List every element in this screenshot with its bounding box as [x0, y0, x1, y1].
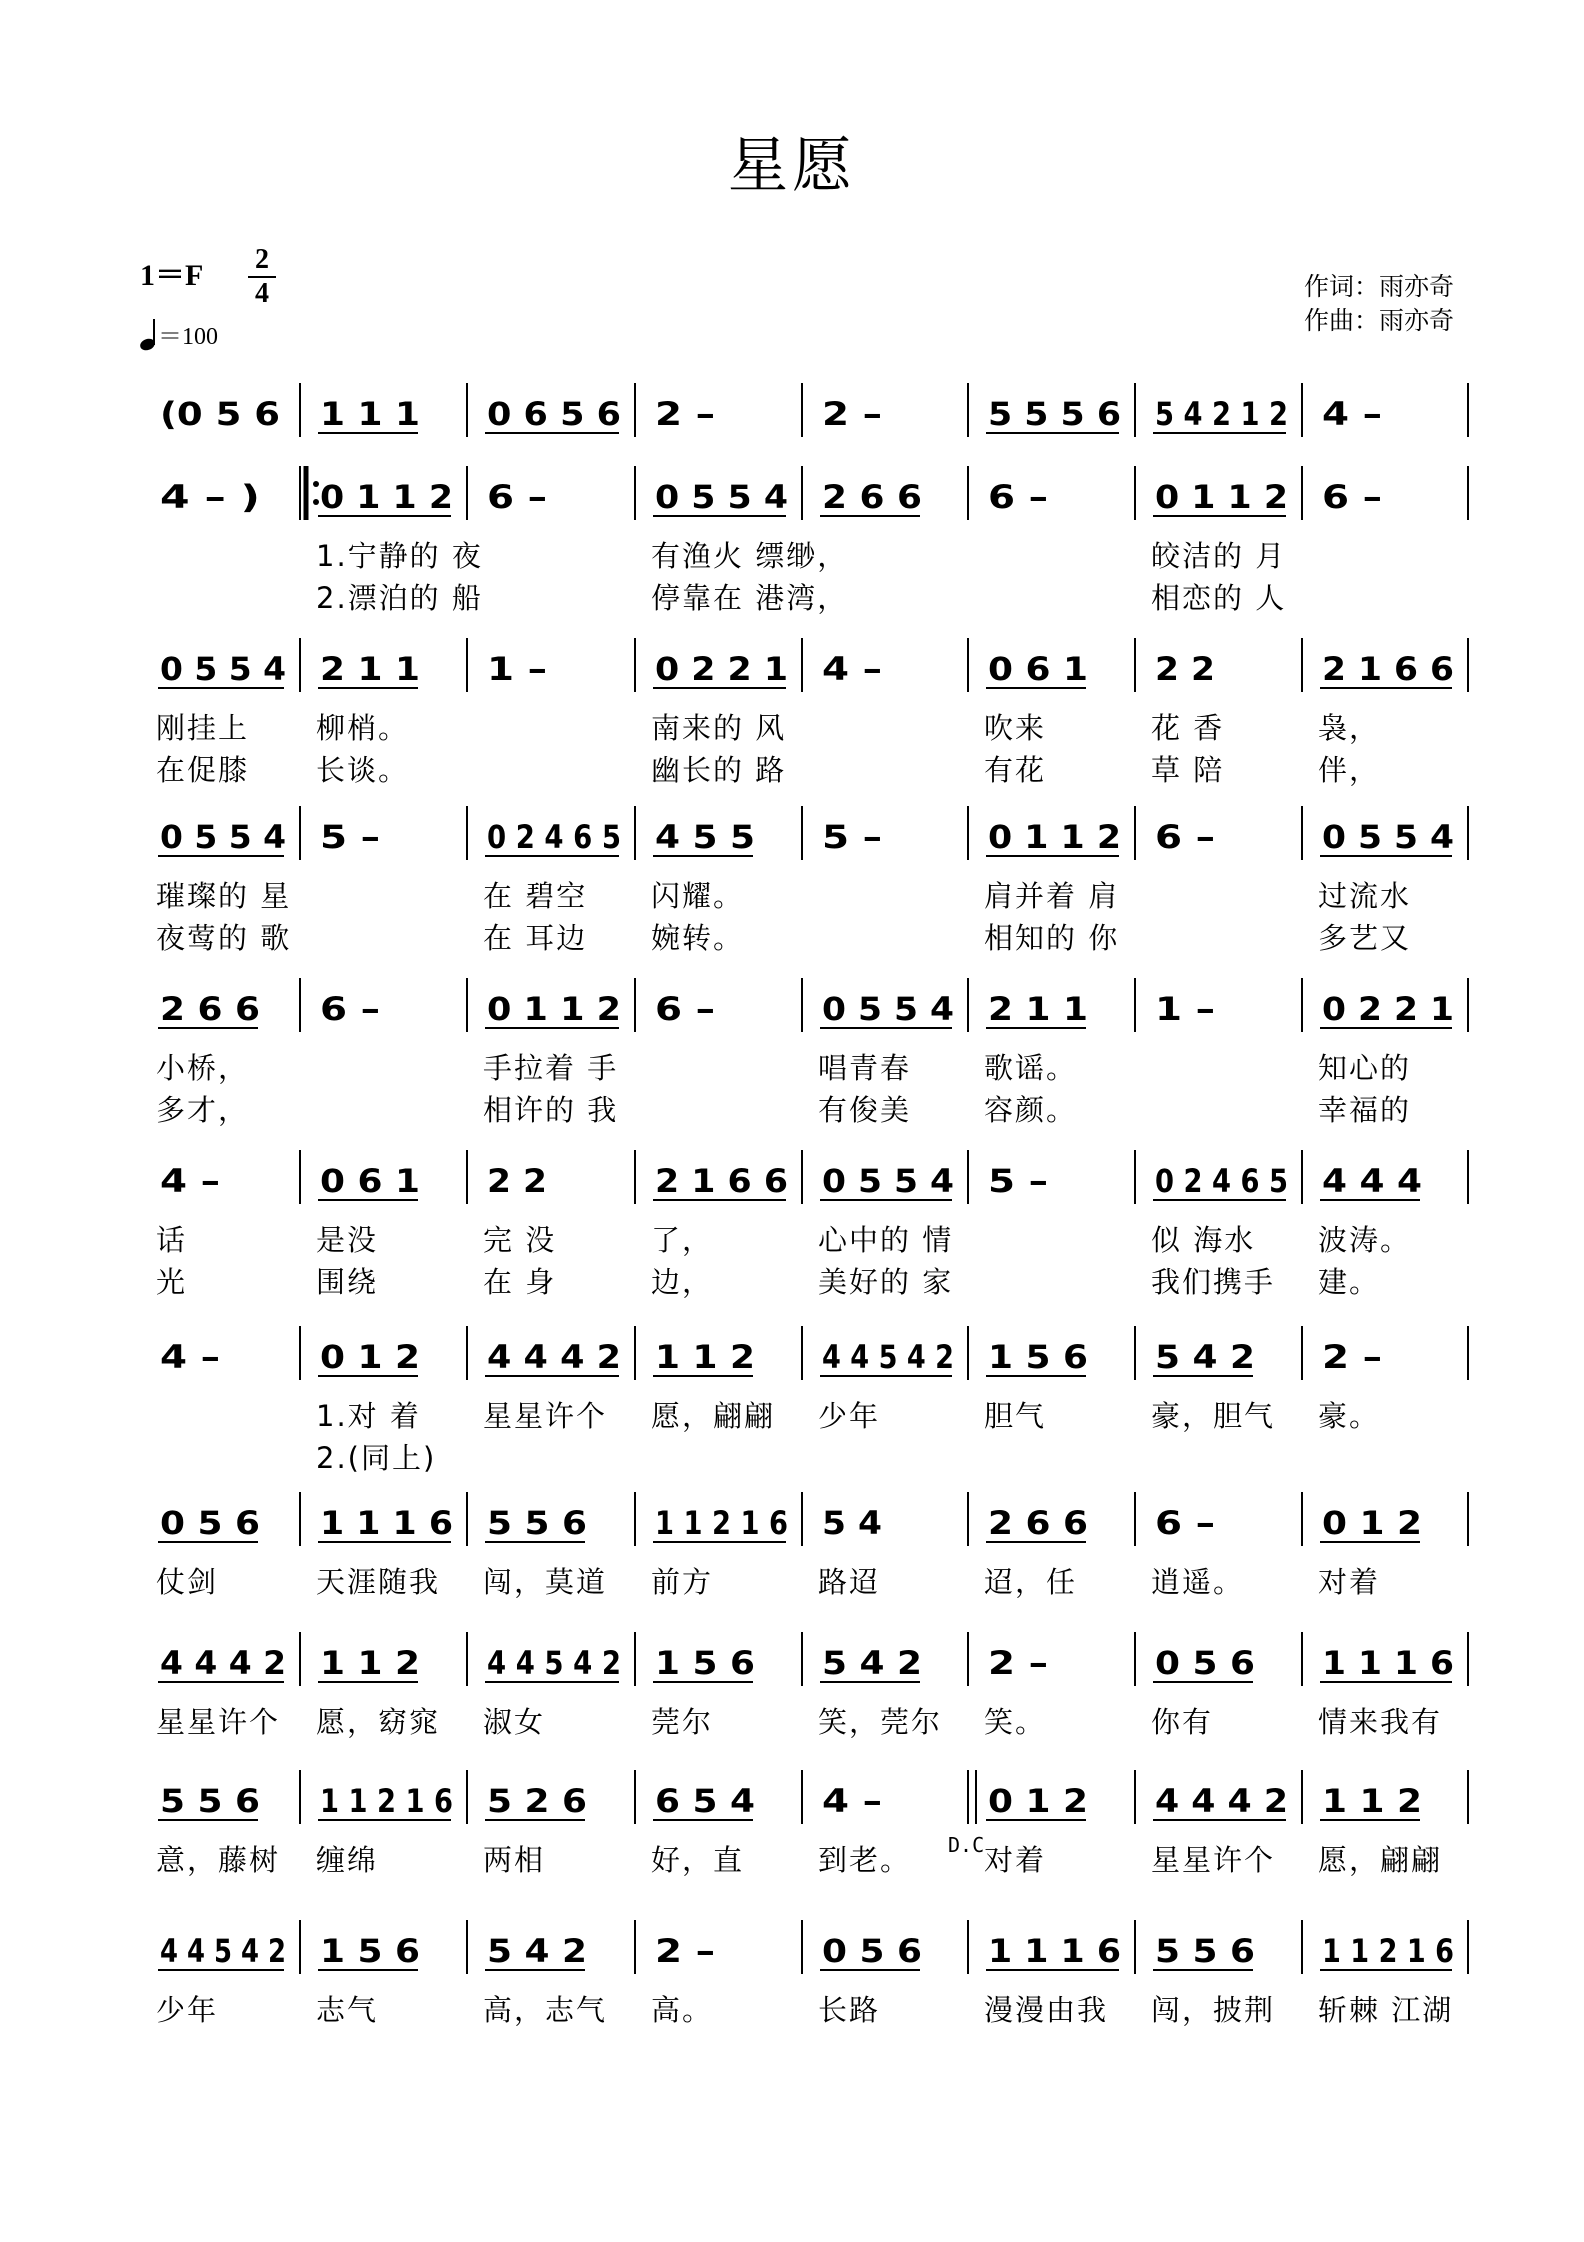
lyric-text: 闪耀。 [651, 879, 745, 913]
measure-notes: 6 – [1155, 818, 1215, 856]
lyric-text: 有渔火 缥缈， [651, 539, 849, 573]
measure-notes: 0 5 6 [160, 1504, 260, 1542]
measure-notes: 5 4 2 [487, 1932, 587, 1970]
measure-notes: 4 4 4 2 [1155, 1782, 1288, 1820]
lyric-text: 2.漂泊的 船 [316, 581, 483, 615]
measure-notes: 4 4 4 [1322, 1162, 1422, 1200]
lyric-text: 漫漫由我 [984, 1993, 1109, 2027]
measure-notes: 2 6 6 [822, 478, 922, 516]
measure-notes: 2 2 [487, 1162, 547, 1200]
lyric-text: 容颜。 [984, 1093, 1078, 1127]
measure-notes: 4 – [1322, 395, 1382, 433]
lyric-text: 刚挂上 [156, 711, 250, 745]
measure-notes: 4 – [822, 1782, 882, 1820]
composer-credit: 作曲：雨亦奇 [1303, 306, 1454, 335]
lyricist-credit: 作词：雨亦奇 [1303, 272, 1454, 301]
lyric-text: 少年 [156, 1993, 219, 2027]
lyric-text: 斩棘 江湖 [1318, 1993, 1454, 2027]
lyric-text: 手拉着 手 [483, 1051, 619, 1085]
measure-notes: 5 – [822, 818, 882, 856]
lyric-text: 相知的 你 [984, 921, 1120, 955]
measure-notes: 5 2 6 [487, 1782, 587, 1820]
lyric-text: 伴， [1318, 753, 1381, 787]
measure-notes: 5 4 2 1 2 [1155, 395, 1288, 433]
measure-notes: 0 1 2 [988, 1782, 1088, 1820]
lyric-text: 愿，窈窕 [316, 1705, 441, 1739]
measure-notes: 5 5 6 [487, 1504, 587, 1542]
measure-notes: 0 5 5 4 [160, 650, 286, 688]
lyric-text: 1.对 着 [316, 1399, 421, 1433]
lyric-text: 南来的 风 [651, 711, 787, 745]
lyric-text: 夜莺的 歌 [156, 921, 292, 955]
lyric-text: 缠绵 [316, 1843, 379, 1877]
measure-notes: 0 1 2 [320, 1338, 420, 1376]
lyric-text: 前方 [651, 1565, 714, 1599]
measure-notes: 1 1 2 1 6 [320, 1782, 453, 1820]
measure-notes: 0 5 6 [822, 1932, 922, 1970]
lyric-text: 停靠在 港湾， [651, 581, 849, 615]
measure-notes: 1 1 2 1 6 [655, 1504, 788, 1542]
lyric-text: 闯，披荆 [1151, 1993, 1276, 2027]
lyric-text: 小桥， [156, 1051, 250, 1085]
measure-notes: 0 5 5 4 [160, 818, 286, 856]
lyric-text: 似 海水 [1151, 1223, 1256, 1257]
lyric-text: 路迢 [818, 1565, 881, 1599]
measure-notes: 0 6 1 [988, 650, 1088, 688]
lyric-text: 波涛。 [1318, 1223, 1412, 1257]
lyric-text: 星星许个 [483, 1399, 608, 1433]
measure-notes: (0 5 6 [160, 395, 280, 433]
measure-notes: 4 4 4 2 [487, 1338, 621, 1376]
measure-notes: 1 1 1 6 [1322, 1644, 1454, 1682]
measure-notes: 5 4 2 [822, 1644, 922, 1682]
lyric-text: 围绕 [316, 1265, 379, 1299]
lyric-text: 莞尔 [651, 1705, 714, 1739]
measure-notes: 2 – [655, 1932, 715, 1970]
measure-notes: 0 1 1 2 [1155, 478, 1288, 516]
measure-notes: 4 5 5 [655, 818, 755, 856]
measure-notes: 6 – [1322, 478, 1382, 516]
lyric-text: 豪。 [1318, 1399, 1381, 1433]
measure-notes: 2 2 [1155, 650, 1215, 688]
measure-notes: 2 6 6 [988, 1504, 1088, 1542]
key-signature: 1＝F [140, 259, 204, 292]
lyric-text: 到老。 [818, 1843, 912, 1877]
measure-notes: 1 1 2 [1322, 1782, 1422, 1820]
measure-notes: 1 – [1155, 990, 1215, 1028]
measure-notes: 2 1 1 [320, 650, 420, 688]
lyric-text: 知心的 [1318, 1051, 1412, 1085]
lyric-text: 幸福的 [1318, 1093, 1412, 1127]
lyric-text: 愿，翩翩 [651, 1399, 776, 1433]
lyric-text: 笑，莞尔 [818, 1705, 943, 1739]
measure-notes: 4 – [160, 1338, 220, 1376]
measure-notes: 0 2 2 1 [1322, 990, 1454, 1028]
measure-notes: 4 – [822, 650, 882, 688]
measure-notes: 4 4 4 2 [160, 1644, 286, 1682]
measure-notes: 4 4 5 4 2 [487, 1644, 621, 1682]
lyric-text: 歌谣。 [984, 1051, 1078, 1085]
measure-notes: 1 1 1 6 [320, 1504, 453, 1542]
measure-notes: 2 1 6 6 [655, 1162, 788, 1200]
lyric-text: 志气 [316, 1993, 379, 2027]
tempo-value: ＝100 [158, 324, 218, 350]
measure-notes: 0 1 1 2 [487, 990, 621, 1028]
lyric-text: 胆气 [984, 1399, 1047, 1433]
measure-notes: 5 – [988, 1162, 1048, 1200]
lyric-text: 仗剑 [156, 1565, 219, 1599]
measure-notes: 6 – [487, 478, 547, 516]
lyric-text: 意，藤树 [156, 1843, 281, 1877]
lyric-text: 高，志气 [483, 1993, 608, 2027]
lyric-text: 吹来 [984, 711, 1047, 745]
measure-notes: 0 5 5 4 [655, 478, 788, 516]
measure-notes: 0 1 2 [1322, 1504, 1422, 1542]
lyric-text: 情来我有 [1318, 1705, 1443, 1739]
measure-notes: 1 5 6 [655, 1644, 755, 1682]
lyric-text: 好，直 [651, 1843, 745, 1877]
lyric-text: 豪，胆气 [1151, 1399, 1276, 1433]
measure-notes: 4 4 5 4 2 [160, 1932, 286, 1970]
measure-notes: 0 5 5 4 [822, 1162, 954, 1200]
lyric-text: 天涯随我 [316, 1565, 441, 1599]
measure-notes: 1 1 2 1 6 [1322, 1932, 1454, 1970]
lyric-text: 草 陪 [1151, 753, 1225, 787]
lyric-text: 柳梢。 [316, 711, 410, 745]
lyric-text: 在 身 [483, 1265, 557, 1299]
song-title: 星愿 [728, 131, 856, 201]
measure-notes: 6 – [320, 990, 380, 1028]
lyric-text: 2.(同上) [316, 1441, 437, 1475]
lyric-text: 星星许个 [1151, 1843, 1276, 1877]
lyric-text: 对着 [984, 1843, 1047, 1877]
measure-notes: 6 – [1155, 1504, 1215, 1542]
lyric-text: 淑女 [483, 1705, 546, 1739]
lyric-text: 1.宁静的 夜 [316, 539, 483, 573]
lyric-text: 袅， [1318, 711, 1381, 745]
lyric-text: 相许的 我 [483, 1093, 619, 1127]
lyric-text: 长路 [818, 1993, 881, 2027]
lyric-text: 对着 [1318, 1565, 1381, 1599]
time-signature-top: 2 [255, 244, 269, 275]
measure-notes: 2 1 6 6 [1322, 650, 1454, 688]
lyric-text: 了， [651, 1223, 714, 1257]
measure-notes: 2 – [822, 395, 882, 433]
lyric-text: 边， [651, 1265, 714, 1299]
lyric-text: 幽长的 路 [651, 753, 787, 787]
lyric-text: 少年 [818, 1399, 881, 1433]
measure-notes: 6 5 4 [655, 1782, 755, 1820]
lyric-text: 花 香 [1151, 711, 1225, 745]
measure-notes: 0 2 4 6 5 [487, 818, 621, 856]
repeat-dot [313, 499, 319, 505]
lyric-text: 多艺又 [1318, 921, 1412, 955]
measure-notes: 2 – [1322, 1338, 1382, 1376]
lyric-text: 你有 [1151, 1705, 1214, 1739]
measure-notes: 5 – [320, 818, 380, 856]
measure-notes: 2 – [988, 1644, 1048, 1682]
lyric-text: 星星许个 [156, 1705, 281, 1739]
measure-notes: 1 1 2 [655, 1338, 755, 1376]
measure-notes: 0 6 1 [320, 1162, 420, 1200]
lyric-text: 有俊美 [818, 1093, 912, 1127]
time-signature-bottom: 4 [255, 278, 269, 309]
measure-notes: 5 5 6 [160, 1782, 260, 1820]
measure-notes: 4 4 5 4 2 [822, 1338, 954, 1376]
measure-notes: 1 1 1 [320, 395, 420, 433]
measure-notes: 1 – [487, 650, 547, 688]
measure-notes: 0 2 4 6 5 [1155, 1162, 1288, 1200]
measure-notes: 0 5 5 4 [822, 990, 954, 1028]
measure-notes: 5 5 5 6 [988, 395, 1121, 433]
lyric-text: 唱青春 [818, 1051, 912, 1085]
lyric-text: 在促膝 [156, 753, 250, 787]
repeat-dot [313, 481, 319, 487]
measure-notes: 0 6 5 6 [487, 395, 621, 433]
measure-notes: 1 1 1 6 [988, 1932, 1121, 1970]
lyric-text: 长谈。 [316, 753, 410, 787]
lyric-text: 迢，任 [984, 1565, 1078, 1599]
lyric-text: 在 耳边 [483, 921, 588, 955]
measure-notes: 5 4 2 [1155, 1338, 1255, 1376]
lyric-text: 婉转。 [651, 921, 745, 955]
lyric-text: 过流水 [1318, 879, 1412, 913]
lyric-text: 相恋的 人 [1151, 581, 1287, 615]
lyric-text: 光 [156, 1265, 188, 1299]
lyric-text: 建。 [1318, 1265, 1381, 1299]
measure-notes: 0 1 1 2 [320, 478, 453, 516]
measure-notes: 2 6 6 [160, 990, 260, 1028]
measure-notes: 1 1 2 [320, 1644, 420, 1682]
measure-notes: 6 – [988, 478, 1048, 516]
measure-notes: 0 1 1 2 [988, 818, 1121, 856]
lyric-text: 多才， [156, 1093, 250, 1127]
lyric-text: 在 碧空 [483, 879, 588, 913]
measure-notes: 4 – ) [160, 478, 260, 516]
lyric-text: 有花 [984, 753, 1047, 787]
lyric-text: 话 [156, 1223, 188, 1257]
measure-notes: 1 5 6 [988, 1338, 1088, 1376]
lyric-text: 愿，翩翩 [1318, 1843, 1443, 1877]
measure-notes: 4 – [160, 1162, 220, 1200]
measure-notes: 5 4 [822, 1504, 882, 1542]
lyric-text: 逍遥。 [1151, 1565, 1245, 1599]
measure-notes: 2 – [655, 395, 715, 433]
lyric-text: 皎洁的 月 [1151, 539, 1287, 573]
measure-notes: 5 5 6 [1155, 1932, 1255, 1970]
lyric-text: 笑。 [984, 1705, 1047, 1739]
lyric-text: 我们携手 [1151, 1265, 1276, 1299]
lyric-text: 璀璨的 星 [156, 879, 292, 913]
lyric-text: 完 没 [483, 1223, 557, 1257]
measure-notes: 6 – [655, 990, 715, 1028]
lyric-text: 两相 [483, 1843, 546, 1877]
lyric-text: 是没 [316, 1223, 379, 1257]
measure-notes: 1 5 6 [320, 1932, 420, 1970]
lyric-text: 心中的 情 [818, 1223, 954, 1257]
measure-notes: 0 5 5 4 [1322, 818, 1454, 856]
measure-notes: 0 5 6 [1155, 1644, 1255, 1682]
lyric-text: 美好的 家 [818, 1265, 954, 1299]
lyric-text: 高。 [651, 1993, 714, 2027]
dc-mark: D.C [948, 1833, 985, 1857]
lyric-text: 肩并着 肩 [984, 879, 1120, 913]
measure-notes: 0 2 2 1 [655, 650, 788, 688]
measure-notes: 2 1 1 [988, 990, 1088, 1028]
lyric-text: 闯，莫道 [483, 1565, 608, 1599]
